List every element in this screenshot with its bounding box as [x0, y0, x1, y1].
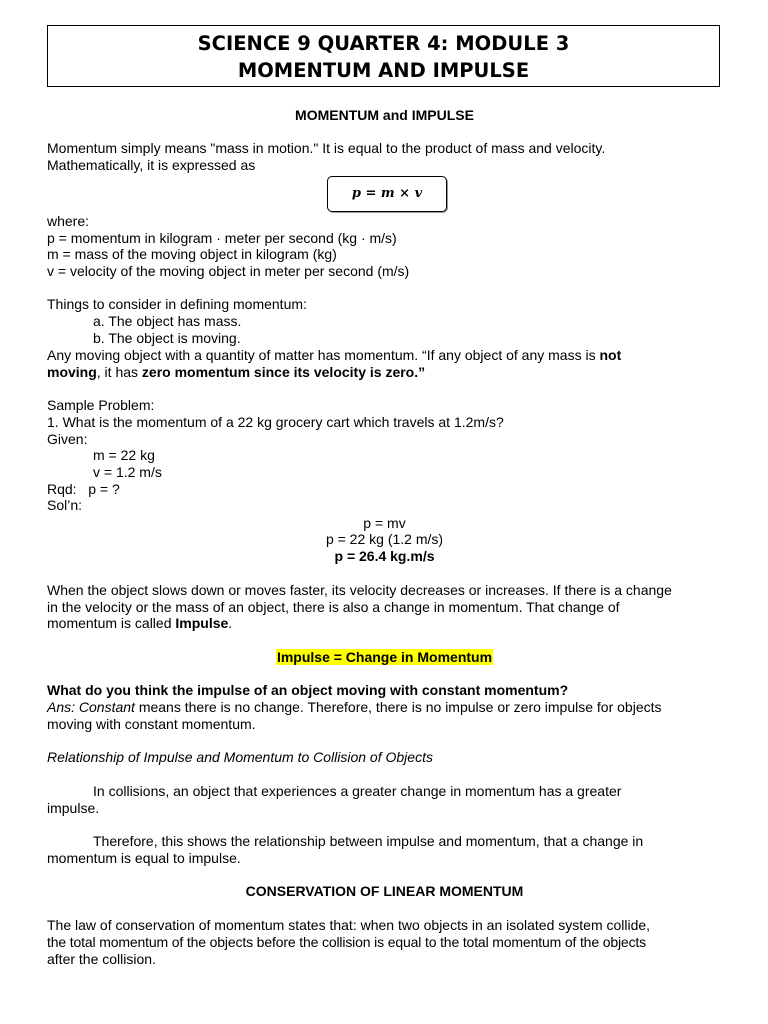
title-box: [47, 25, 720, 87]
conservation-line-3: after the collision.: [47, 951, 156, 967]
impulse-period: .: [228, 615, 233, 631]
intro-line-2: Mathematically, it is expressed as: [47, 157, 256, 173]
relationship-heading: Relationship of Impulse and Momentum to Collision of Objects: [47, 749, 433, 765]
statement-bold-moving: moving: [47, 364, 97, 380]
things-item-a: a. The object has mass.: [93, 313, 242, 329]
statement-text-mid: , it has: [96, 364, 142, 380]
title-line-1: SCIENCE 9 QUARTER 4: MODULE 3: [197, 32, 570, 55]
things-statement-line-2: [47, 364, 722, 381]
impulse-highlight-row: [47, 649, 722, 666]
conservation-line-2: the total momentum of the objects before the collision is equal to the total momentum of the objects: [47, 934, 647, 950]
given-velocity: v = 1.2 m/s: [93, 464, 162, 480]
answer-label: Ans: Constant: [47, 699, 135, 715]
relationship-para1-line-2: impulse.: [47, 800, 100, 816]
answer-line-1: [47, 699, 722, 716]
title-line-2: MOMENTUM AND IMPULSE: [237, 59, 530, 82]
answer-text: means there is no change. Therefore, there is no impulse or zero impulse for objects: [134, 699, 662, 715]
statement-bold-not: not: [599, 347, 622, 363]
conservation-line-1: The law of conservation of momentum states that: when two objects in an isolated system collide,: [47, 917, 651, 933]
relationship-para2-line-2: momentum is equal to impulse.: [47, 850, 241, 866]
sample-heading: Sample Problem:: [47, 397, 155, 413]
things-heading: Things to consider in defining momentum:: [47, 296, 307, 312]
impulse-text: momentum is called: [47, 615, 176, 631]
things-item-b: b. The object is moving.: [93, 330, 241, 346]
impulse-highlight: Impulse = Change in Momentum: [276, 649, 493, 665]
required-line: Rqd: p = ?: [47, 481, 120, 497]
intro-line-1: Momentum simply means "mass in motion." It is equal to the product of mass and velocity.: [47, 140, 606, 156]
where-label: where:: [47, 213, 90, 229]
statement-bold-zero: zero momentum since its velocity is zero.”: [141, 364, 426, 380]
impulse-para-line-3: [47, 615, 722, 632]
momentum-formula: p = m × v: [327, 176, 447, 212]
statement-text: Any moving object with a quantity of matter has momentum. “If any object of any mass is: [47, 347, 600, 363]
impulse-para-line-1: When the object slows down or moves faster, its velocity decreases or increases. If there is a change: [47, 582, 672, 598]
sample-question: 1. What is the momentum of a 22 kg grocery cart which travels at 1.2m/s?: [47, 414, 504, 430]
definition-m: m = mass of the moving object in kilogram (kg): [47, 246, 337, 262]
solution-label: Sol’n:: [47, 497, 83, 513]
given-label: Given:: [47, 431, 88, 447]
definition-p: p = momentum in kilogram · meter per second (kg · m/s): [47, 230, 397, 246]
conservation-heading: CONSERVATION OF LINEAR MOMENTUM: [245, 883, 524, 899]
relationship-para1-line-1: In collisions, an object that experiences a greater change in momentum has a greater: [93, 783, 622, 799]
definition-v: v = velocity of the moving object in meter per second (m/s): [47, 263, 410, 279]
things-statement-line-1: [47, 347, 722, 364]
impulse-bold-word: Impulse: [175, 615, 229, 631]
solution-step-2: p = 22 kg (1.2 m/s): [325, 531, 444, 547]
given-mass: m = 22 kg: [93, 447, 155, 463]
impulse-question: What do you think the impulse of an object moving with constant momentum?: [47, 682, 569, 698]
impulse-para-line-2: in the velocity or the mass of an object, there is also a change in momentum. That change of: [47, 599, 620, 615]
answer-line-2: moving with constant momentum.: [47, 716, 256, 732]
relationship-para2-line-1: Therefore, this shows the relationship between impulse and momentum, that a change in: [93, 833, 644, 849]
solution-answer: p = 26.4 kg.m/s: [334, 548, 435, 564]
solution-step-1: p = mv: [363, 515, 406, 531]
section-heading-momentum: MOMENTUM and IMPULSE: [295, 107, 474, 123]
